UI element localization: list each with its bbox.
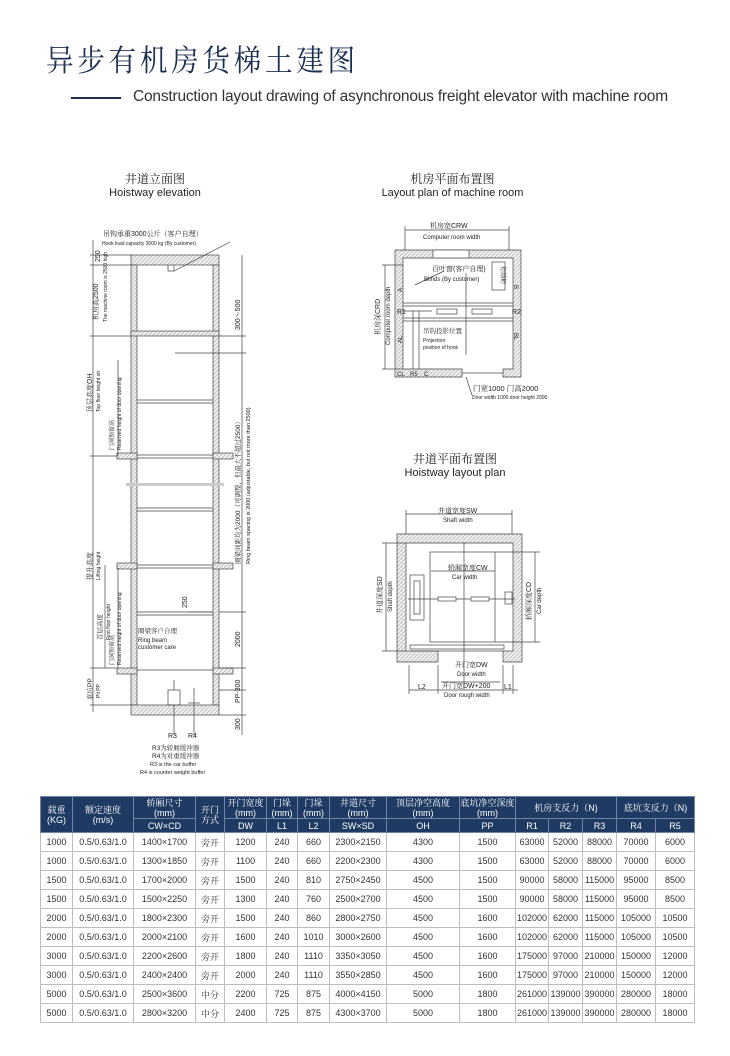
- cell-l1: 240: [267, 966, 298, 985]
- cell-oh: 5000: [387, 1004, 460, 1023]
- buffer-note-4: R4 is counter weight buffer: [140, 770, 206, 776]
- cell-r5: 12000: [656, 966, 695, 985]
- cell-load: 2000: [41, 909, 73, 928]
- cell-door-type: 中分: [196, 985, 225, 1004]
- col-l2: 门垛 (mm): [298, 797, 330, 819]
- hook-position-cn: 吊钩投影位置: [423, 328, 462, 335]
- cell-shaft-size: 3550×2850: [330, 966, 387, 985]
- cell-l2: 860: [298, 909, 330, 928]
- top-floor-height-cn: 顶层高度OH: [87, 373, 94, 412]
- blinds-label-cn: 百叶窗(客户自理): [432, 266, 486, 273]
- buffer-note-2: R4为对重缓冲器: [152, 753, 200, 760]
- cell-l1: 240: [267, 947, 298, 966]
- col-car-size-sub: CW×CD: [134, 819, 196, 833]
- cell-shaft-size: 4300×3700: [330, 1004, 387, 1023]
- dw-label-cn: 开门宽DW: [455, 662, 488, 669]
- cell-speed: 0.5/0.63/1.0: [73, 909, 134, 928]
- cell-door-width: 1600: [225, 928, 267, 947]
- ring-spacing-en: Ring beam spacing is 2000 (adjustable, but not more than 2500): [246, 407, 252, 564]
- cell-shaft-size: 2800×2750: [330, 909, 387, 928]
- cell-l2: 875: [298, 985, 330, 1004]
- col-machine-reaction: 机房支反力（N): [516, 797, 617, 819]
- cell-r2: 62000: [549, 909, 583, 928]
- c-label: C: [424, 372, 429, 378]
- cw-label-cn: 轿厢宽度CW: [448, 565, 488, 572]
- cell-load: 5000: [41, 1004, 73, 1023]
- r4-label: R4: [188, 733, 197, 740]
- cell-speed: 0.5/0.63/1.0: [73, 1004, 134, 1023]
- col-pp: 底坑净空深度 (mm): [460, 797, 515, 818]
- cell-oh: 4500: [387, 909, 460, 928]
- cell-car-size: 1400×1700: [134, 833, 196, 852]
- cell-load: 3000: [41, 947, 73, 966]
- machine-room-title-en: Layout plan of machine room: [381, 187, 524, 199]
- cell-shaft-size: 3350×3050: [330, 947, 387, 966]
- hook-label-en: Hook load capacity 3000 kg (By customer): [102, 241, 196, 247]
- cell-oh: 4500: [387, 928, 460, 947]
- cell-oh: 4300: [387, 833, 460, 852]
- col-car-size: 轿厢尺寸 (mm): [134, 797, 196, 819]
- col-oh-sub: OH: [387, 819, 460, 833]
- cell-r1: 63000: [516, 833, 549, 852]
- cell-r1: 175000: [516, 966, 549, 985]
- hook-position-en1: Projection: [423, 338, 446, 344]
- cell-r3: 115000: [583, 928, 617, 947]
- cell-r5: 6000: [656, 852, 695, 871]
- cell-r3: 210000: [583, 947, 617, 966]
- door-reserved2-cn: 门洞预留高: [110, 634, 116, 665]
- table-body: [41, 833, 695, 1023]
- cell-r3: 115000: [583, 890, 617, 909]
- cell-r1: 261000: [516, 985, 549, 1004]
- door-label-en: Door width 1000 door height 2000: [472, 395, 548, 401]
- cell-r5: 18000: [656, 1004, 695, 1023]
- cell-r5: 8500: [656, 871, 695, 890]
- cell-door-width: 1500: [225, 871, 267, 890]
- dim-300-500: 300～500: [235, 299, 242, 330]
- cell-door-type: 旁开: [196, 909, 225, 928]
- machine-room-height-cn: 机房高2500: [93, 283, 100, 320]
- door-reserved-cn: 门洞预留高: [110, 419, 116, 450]
- dim-250-top: 250: [95, 250, 102, 262]
- cd-label-en: Car depth: [537, 587, 543, 614]
- machine-room-height-en: The machine room is 2500 high: [103, 251, 109, 322]
- cell-r2: 52000: [549, 833, 583, 852]
- cell-speed: 0.5/0.63/1.0: [73, 928, 134, 947]
- col-l1: 门垛 (mm): [267, 797, 298, 819]
- cell-oh: 4500: [387, 871, 460, 890]
- cell-pp: 1600: [460, 966, 516, 985]
- cell-door-type: 旁开: [196, 928, 225, 947]
- cell-pp: 1500: [460, 833, 516, 852]
- spec-table: [40, 796, 695, 1023]
- cell-load: 1000: [41, 833, 73, 852]
- table-row: [41, 1004, 695, 1023]
- col-l2-sub: L2: [298, 819, 330, 833]
- hoistway-plan-title-cn: 井道平面布置图: [412, 452, 497, 466]
- l1-label: L1: [504, 684, 512, 691]
- cell-l1: 240: [267, 852, 298, 871]
- rough-width-cn: 开门宽DW+200: [442, 683, 491, 690]
- cell-shaft-size: 2500×2700: [330, 890, 387, 909]
- cell-door-type: 旁开: [196, 833, 225, 852]
- cell-pp: 1800: [460, 985, 516, 1004]
- cell-r2: 58000: [549, 871, 583, 890]
- cell-speed: 0.5/0.63/1.0: [73, 890, 134, 909]
- cell-r4: 95000: [617, 890, 656, 909]
- cell-door-type: 旁开: [196, 947, 225, 966]
- machine-room-title-cn: 机房平面布置图: [410, 172, 495, 186]
- cell-load: 2000: [41, 928, 73, 947]
- col-oh: 顶层净空高度 (mm): [387, 797, 460, 819]
- page-subtitle: Construction layout drawing of asynchronous freight elevator with machine room: [133, 88, 668, 105]
- cell-car-size: 1700×2000: [134, 871, 196, 890]
- cell-car-size: 1300×1850: [134, 852, 196, 871]
- cell-car-size: 2000×2100: [134, 928, 196, 947]
- cell-shaft-size: 4000×4150: [330, 985, 387, 1004]
- cw-label-en: Car width: [452, 575, 478, 581]
- cell-shaft-size: 2300×2150: [330, 833, 387, 852]
- table-row: [41, 966, 695, 985]
- control-cabinet-label: 控制柜: [499, 266, 505, 285]
- cell-shaft-size: 2750×2450: [330, 871, 387, 890]
- cl-label: CL: [397, 372, 405, 378]
- b-label: B: [512, 285, 518, 290]
- cell-r4: 70000: [617, 852, 656, 871]
- cell-l1: 725: [267, 985, 298, 1004]
- cell-car-size: 2400×2400: [134, 966, 196, 985]
- cell-r2: 139000: [549, 1004, 583, 1023]
- pit-en: Pit PP: [96, 684, 102, 698]
- hoistway-plan-title-en: Hoistway layout plan: [404, 467, 506, 479]
- cell-door-width: 1200: [225, 833, 267, 852]
- ring-beam-en2: customer care: [138, 645, 177, 651]
- hoistway-elevation-title-cn: 井道立面图: [124, 172, 185, 186]
- cell-r2: 52000: [549, 852, 583, 871]
- col-shaft-size: 井道尺寸 (mm): [330, 797, 387, 819]
- ring-beam-en1: Ring beam: [138, 638, 168, 644]
- cell-r1: 102000: [516, 928, 549, 947]
- cell-r5: 18000: [656, 985, 695, 1004]
- col-load: 载重 (KG): [41, 797, 73, 833]
- cell-load: 3000: [41, 966, 73, 985]
- cell-door-type: 旁开: [196, 890, 225, 909]
- cell-shaft-size: 2200×2300: [330, 852, 387, 871]
- cell-door-width: 1800: [225, 947, 267, 966]
- cell-r4: 70000: [617, 833, 656, 852]
- table-row: [41, 852, 695, 871]
- dim-pp300: PP-300: [235, 679, 242, 703]
- cell-r3: 210000: [583, 966, 617, 985]
- rough-width-en: Door rough width: [444, 693, 490, 699]
- cell-load: 1500: [41, 890, 73, 909]
- door-reserved2-en: Reserved height of door opening: [117, 592, 123, 665]
- col-speed: 额定速度 (m/s): [73, 797, 134, 833]
- cell-r4: 280000: [617, 985, 656, 1004]
- cell-r1: 261000: [516, 1004, 549, 1023]
- cell-pp: 1800: [460, 1004, 516, 1023]
- cell-car-size: 1500×2250: [134, 890, 196, 909]
- cell-r5: 8500: [656, 890, 695, 909]
- dim-300-bottom: 300: [235, 718, 242, 730]
- cell-speed: 0.5/0.63/1.0: [73, 852, 134, 871]
- cell-speed: 0.5/0.63/1.0: [73, 966, 134, 985]
- sd-label-cn: 井道深度SD: [377, 576, 384, 614]
- cell-oh: 4500: [387, 890, 460, 909]
- cell-r3: 115000: [583, 909, 617, 928]
- l2-label: L2: [418, 684, 426, 691]
- cell-speed: 0.5/0.63/1.0: [73, 833, 134, 852]
- cell-speed: 0.5/0.63/1.0: [73, 947, 134, 966]
- cell-r4: 105000: [617, 909, 656, 928]
- hook-label-cn: 吊钩承重3000公斤（客户自理）: [103, 231, 203, 238]
- cell-l2: 660: [298, 833, 330, 852]
- cell-r1: 63000: [516, 852, 549, 871]
- cell-load: 1000: [41, 852, 73, 871]
- cell-l2: 760: [298, 890, 330, 909]
- table-row: [41, 909, 695, 928]
- crd-label-cn: 机房深CRD: [375, 298, 382, 335]
- cell-pp: 1600: [460, 928, 516, 947]
- dw-label-en: Door width: [457, 672, 486, 678]
- table-row: [41, 871, 695, 890]
- cell-r4: 150000: [617, 966, 656, 985]
- r3-label: R3: [168, 733, 177, 740]
- r1-label: R1: [397, 309, 406, 316]
- cell-oh: 4500: [387, 947, 460, 966]
- bl-label: BL: [512, 333, 518, 341]
- cell-r5: 6000: [656, 833, 695, 852]
- cell-oh: 4300: [387, 852, 460, 871]
- col-shaft-size-sub: SW×SD: [330, 819, 387, 833]
- cell-l2: 1110: [298, 966, 330, 985]
- cell-door-type: 旁开: [196, 871, 225, 890]
- cell-r4: 150000: [617, 947, 656, 966]
- cell-pp: 1500: [460, 871, 516, 890]
- door-label-cn: 门宽1000 门高2000: [473, 384, 539, 393]
- cell-r4: 95000: [617, 871, 656, 890]
- cell-r2: 139000: [549, 985, 583, 1004]
- first-floor-height-cn: 首层高度: [97, 614, 104, 640]
- lifting-height-en: Lifting height: [96, 551, 102, 580]
- cell-r2: 58000: [549, 890, 583, 909]
- sw-label-cn: 井道宽度SW: [438, 508, 478, 515]
- cell-r4: 105000: [617, 928, 656, 947]
- first-floor-height-en: First floor height: [106, 604, 112, 640]
- cell-r3: 390000: [583, 1004, 617, 1023]
- cell-pp: 1600: [460, 909, 516, 928]
- cell-door-width: 1500: [225, 909, 267, 928]
- cell-door-width: 1300: [225, 890, 267, 909]
- cell-l2: 1110: [298, 947, 330, 966]
- dim-2000: 2000: [235, 631, 242, 647]
- ring-beam-cn: 圈梁客户自理: [138, 628, 177, 635]
- cell-r5: 10500: [656, 909, 695, 928]
- door-reserved-en: Reserved height of door opening: [117, 377, 123, 450]
- cell-r1: 90000: [516, 871, 549, 890]
- cell-r5: 10500: [656, 928, 695, 947]
- cell-door-type: 旁开: [196, 852, 225, 871]
- col-door-width: 开门宽度 (mm): [225, 797, 267, 819]
- lifting-height-cn: 提升高度: [87, 552, 94, 580]
- al-label: AL: [398, 335, 404, 343]
- cd-label-cn: 轿厢深度CD: [526, 581, 533, 620]
- col-door-type: 开门 方式: [196, 797, 225, 833]
- cell-l1: 240: [267, 871, 298, 890]
- cell-door-width: 2400: [225, 1004, 267, 1023]
- cell-l1: 240: [267, 833, 298, 852]
- col-pp-sub: PP: [460, 819, 516, 833]
- cell-l1: 240: [267, 928, 298, 947]
- sw-label-en: Shaft width: [443, 518, 473, 524]
- cell-door-type: 中分: [196, 1004, 225, 1023]
- sd-label-en: Shaft depth: [388, 581, 394, 612]
- cell-r1: 102000: [516, 909, 549, 928]
- hoistway-elevation-title-en: Hoistway elevation: [109, 187, 201, 199]
- cell-r1: 175000: [516, 947, 549, 966]
- cell-car-size: 2500×3600: [134, 985, 196, 1004]
- cell-car-size: 2200×2600: [134, 947, 196, 966]
- page-title: 异步有机房货梯土建图: [46, 44, 359, 79]
- top-floor-height-en: Top floor height oh: [96, 370, 102, 412]
- col-r2: R2: [549, 819, 583, 833]
- cell-l1: 725: [267, 1004, 298, 1023]
- table-header-row-2: [41, 819, 695, 833]
- r2-label: R2: [512, 309, 521, 316]
- cell-l2: 810: [298, 871, 330, 890]
- cell-speed: 0.5/0.63/1.0: [73, 871, 134, 890]
- cell-r3: 88000: [583, 833, 617, 852]
- cell-oh: 5000: [387, 985, 460, 1004]
- col-l1-sub: L1: [267, 819, 298, 833]
- crw-label-en: Computer room width: [423, 235, 481, 241]
- cell-load: 1500: [41, 871, 73, 890]
- cell-car-size: 1800×2300: [134, 909, 196, 928]
- cell-l1: 240: [267, 909, 298, 928]
- cell-door-width: 2000: [225, 966, 267, 985]
- cell-shaft-size: 3000×2600: [330, 928, 387, 947]
- cell-door-width: 1100: [225, 852, 267, 871]
- cell-door-width: 2200: [225, 985, 267, 1004]
- r5-label: R5: [410, 372, 418, 378]
- cell-r5: 12000: [656, 947, 695, 966]
- table-header-row-1: [41, 797, 695, 819]
- cell-pp: 1500: [460, 890, 516, 909]
- table-row: [41, 985, 695, 1004]
- cell-car-size: 2800×3200: [134, 1004, 196, 1023]
- cell-r3: 88000: [583, 852, 617, 871]
- cell-r3: 115000: [583, 871, 617, 890]
- cell-r2: 97000: [549, 947, 583, 966]
- table-row: [41, 947, 695, 966]
- crd-label-en: Computer room depth: [386, 286, 392, 345]
- cell-r2: 62000: [549, 928, 583, 947]
- table-row: [41, 833, 695, 852]
- col-r4: R4: [617, 819, 656, 833]
- cell-l2: 660: [298, 852, 330, 871]
- cell-l2: 875: [298, 1004, 330, 1023]
- cell-oh: 4500: [387, 966, 460, 985]
- cell-l2: 1010: [298, 928, 330, 947]
- ring-spacing-cn: 圈梁间距均为2000（可调整，但最大不超过2500）: [235, 418, 242, 564]
- cell-speed: 0.5/0.63/1.0: [73, 985, 134, 1004]
- crw-label-cn: 机房宽CRW: [430, 223, 468, 230]
- cell-load: 5000: [41, 985, 73, 1004]
- cell-r3: 390000: [583, 985, 617, 1004]
- hook-position-en2: position of hook: [423, 345, 459, 351]
- cell-l1: 240: [267, 890, 298, 909]
- blinds-label-en: Blinds (By customer): [424, 277, 480, 283]
- cell-pp: 1600: [460, 947, 516, 966]
- buffer-note-3: R3 is the car buffer: [150, 762, 197, 768]
- table-row: [41, 890, 695, 909]
- cell-door-type: 旁开: [196, 966, 225, 985]
- cell-r2: 97000: [549, 966, 583, 985]
- table-row: [41, 928, 695, 947]
- col-r3: R3: [583, 819, 617, 833]
- col-r1: R1: [516, 819, 549, 833]
- col-door-width-sub: DW: [225, 819, 267, 833]
- a-label: A: [398, 287, 404, 292]
- buffer-note-1: R3为轿厢缓冲器: [152, 745, 200, 752]
- dim-250-mid: 250: [182, 596, 189, 608]
- pit-cn: 底坑PP: [87, 678, 94, 700]
- cell-r1: 90000: [516, 890, 549, 909]
- col-r5: R5: [656, 819, 695, 833]
- cell-pp: 1500: [460, 852, 516, 871]
- cell-r4: 280000: [617, 1004, 656, 1023]
- col-pit-reaction: 底坑支反力（N): [617, 797, 695, 819]
